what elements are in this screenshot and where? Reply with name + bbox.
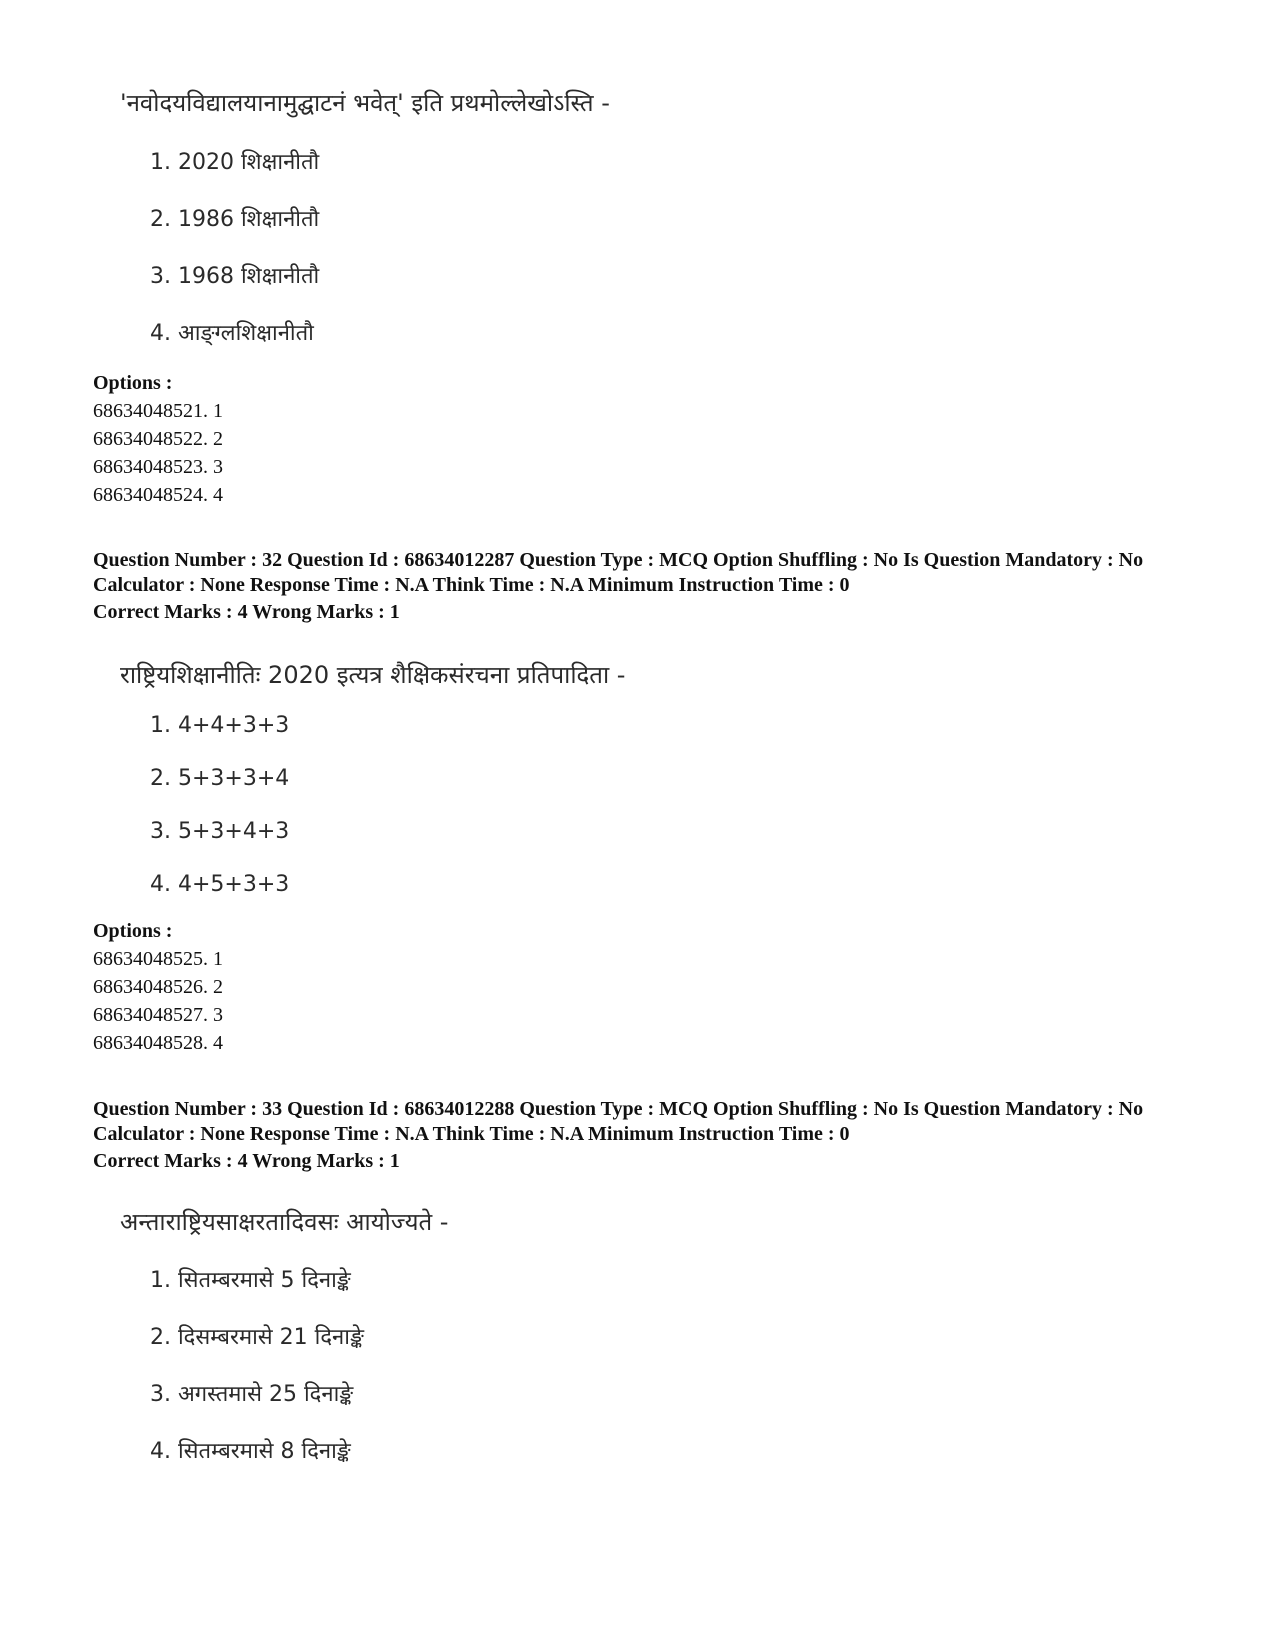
option-id-3: 68634048527. 3 — [93, 1004, 223, 1026]
question-meta: Question Number : 32 Question Id : 68634012287 Question Type : MCQ Option Shuffling : No Is Question Mandatory : No Calculator : None Response Time : N.A Think Time : N.A Minimum Instruction Time : 0 — [93, 549, 1144, 596]
option-id-4: 68634048524. 4 — [93, 484, 223, 506]
question-marks: Correct Marks : 4 Wrong Marks : 1 — [93, 601, 400, 623]
question-choice-1: 1. 2020 शिक्षानीतौ — [150, 150, 320, 175]
question-choice-2: 2. 1986 शिक्षानीतौ — [150, 207, 320, 232]
option-id-1: 68634048521. 1 — [93, 400, 223, 422]
question-marks: Correct Marks : 4 Wrong Marks : 1 — [93, 1150, 400, 1172]
question-choice-4: 4. आङ्ग्लशिक्षानीतौ — [150, 321, 314, 346]
option-id-2: 68634048522. 2 — [93, 428, 223, 450]
question-choice-3: 3. 1968 शिक्षानीतौ — [150, 264, 320, 289]
question-choice-1: 1. सितम्बरमासे 5 दिनाङ्के — [150, 1268, 351, 1293]
question-choice-4: 4. 4+5+3+3 — [150, 872, 290, 897]
question-choice-2: 2. दिसम्बरमासे 21 दिनाङ्के — [150, 1325, 364, 1350]
options-heading: Options : — [93, 372, 173, 394]
question-stem: अन्ताराष्ट्रियसाक्षरतादिवसः आयोज्यते - — [120, 1208, 449, 1236]
options-heading: Options : — [93, 920, 173, 942]
question-choice-3: 3. अगस्तमासे 25 दिनाङ्के — [150, 1382, 354, 1407]
question-meta: Question Number : 33 Question Id : 68634012288 Question Type : MCQ Option Shuffling : No Is Question Mandatory : No Calculator : None Response Time : N.A Think Time : N.A Minimum Instruction Time : 0 — [93, 1098, 1144, 1145]
option-id-1: 68634048525. 1 — [93, 948, 223, 970]
question-choice-3: 3. 5+3+4+3 — [150, 819, 290, 844]
option-id-2: 68634048526. 2 — [93, 976, 223, 998]
question-choice-1: 1. 4+4+3+3 — [150, 713, 290, 738]
question-choice-4: 4. सितम्बरमासे 8 दिनाङ्के — [150, 1439, 351, 1464]
option-id-3: 68634048523. 3 — [93, 456, 223, 478]
question-stem: राष्ट्रियशिक्षानीतिः 2020 इत्यत्र शैक्षिकसंरचना प्रतिपादिता - — [120, 661, 626, 689]
option-id-4: 68634048528. 4 — [93, 1032, 223, 1054]
question-choice-2: 2. 5+3+3+4 — [150, 766, 290, 791]
question-stem: 'नवोदयविद्यालयानामुद्घाटनं भवेत्' इति प्रथमोल्लेखोऽस्ति - — [120, 89, 610, 117]
